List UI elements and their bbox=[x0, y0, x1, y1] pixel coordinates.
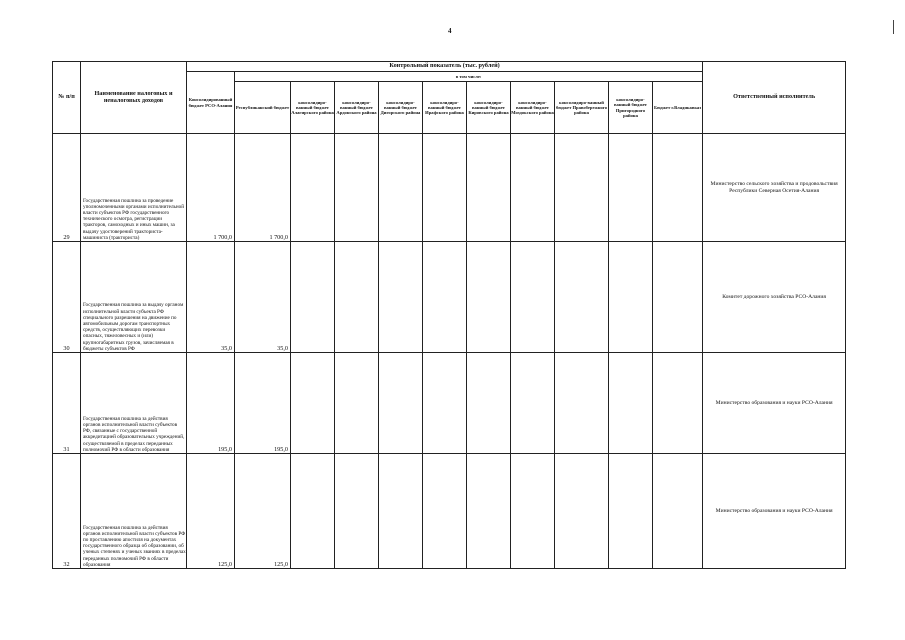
header-budget: Бюджет г.Владикавказ bbox=[653, 82, 703, 134]
empty-cell bbox=[609, 353, 653, 454]
header-control-title: Контрольный показатель (тыс. рублей) bbox=[187, 62, 703, 72]
responsible-executor: Министерство сельского хозяйства и продовольствия Республики Северная Осетия-Алания bbox=[703, 134, 846, 242]
responsible-executor: Комитет дорожного хозяйства РСО-Алания bbox=[703, 242, 846, 353]
empty-cell bbox=[555, 454, 609, 569]
empty-cell bbox=[379, 242, 423, 353]
empty-cell bbox=[609, 242, 653, 353]
empty-cell bbox=[467, 454, 511, 569]
republican-value: 125,0 bbox=[235, 454, 291, 569]
page-number: 4 bbox=[448, 27, 452, 35]
header-budget: консолидиро-ванный бюджет Кировского района bbox=[467, 82, 511, 134]
empty-cell bbox=[609, 454, 653, 569]
consolidated-value: 1 700,0 bbox=[187, 134, 235, 242]
header-budget: консолидиро-ванный бюджет Правобережного района bbox=[555, 82, 609, 134]
empty-cell bbox=[335, 134, 379, 242]
responsible-executor: Министерство образования и науки РСО-Алания bbox=[703, 454, 846, 569]
republican-value: 1 700,0 bbox=[235, 134, 291, 242]
table-row bbox=[53, 454, 846, 569]
empty-cell bbox=[423, 454, 467, 569]
empty-cell bbox=[467, 242, 511, 353]
empty-cell bbox=[379, 353, 423, 454]
header-budget: консолидиро-ванный бюджет Пригородного района bbox=[609, 82, 653, 134]
empty-cell bbox=[291, 134, 335, 242]
empty-cell bbox=[467, 353, 511, 454]
header-budget: консолидиро-ванный бюджет Моздокского района bbox=[511, 82, 555, 134]
empty-cell bbox=[555, 353, 609, 454]
empty-cell bbox=[511, 353, 555, 454]
header-budget: консолидиро-ванный бюджет Ирафского района bbox=[423, 82, 467, 134]
empty-cell bbox=[555, 134, 609, 242]
republican-value: 35,0 bbox=[235, 242, 291, 353]
header-name: Наименование налоговых и неналоговых доходов bbox=[81, 62, 187, 134]
revenue-name: Государственная пошлина за проведение уполномоченными органами исполнительной власти субъектов РФ государственного технического осмотра, регистрации тракторов, самоходных и иных машин, за выдачу удостоверений тракториста-машиниста (тракториста) bbox=[81, 134, 187, 242]
empty-cell bbox=[423, 242, 467, 353]
empty-cell bbox=[379, 134, 423, 242]
empty-cell bbox=[555, 242, 609, 353]
header-budget: консолидиро-ванный бюджет Дигорского района bbox=[379, 82, 423, 134]
header-num: № п/п bbox=[53, 62, 81, 134]
row-number: 30 bbox=[53, 242, 81, 353]
empty-cell bbox=[511, 134, 555, 242]
row-number: 31 bbox=[53, 353, 81, 454]
empty-cell bbox=[291, 454, 335, 569]
table-row bbox=[53, 242, 846, 353]
header-including: в том числе: bbox=[235, 72, 703, 82]
empty-cell bbox=[291, 242, 335, 353]
empty-cell bbox=[379, 454, 423, 569]
consolidated-value: 125,0 bbox=[187, 454, 235, 569]
revenue-name: Государственная пошлина за действия органов исполнительной власти субъектов РФ по проставлению апостиля на документах государственного образца об образовании, об ученых степенях и ученых званиях в пределах переданных полномочий РФ в области образования bbox=[81, 454, 187, 569]
responsible-executor: Министерство образования и науки РСО-Алания bbox=[703, 353, 846, 454]
row-number: 29 bbox=[53, 134, 81, 242]
empty-cell bbox=[291, 353, 335, 454]
revenue-control-table bbox=[52, 61, 846, 569]
empty-cell bbox=[335, 242, 379, 353]
table-row bbox=[53, 353, 846, 454]
header-budget: консолидиро-ванный бюджет Ардонского района bbox=[335, 82, 379, 134]
row-number: 32 bbox=[53, 454, 81, 569]
empty-cell bbox=[653, 454, 703, 569]
header-responsible: Ответственный исполнитель bbox=[703, 62, 846, 134]
empty-cell bbox=[511, 454, 555, 569]
empty-cell bbox=[335, 454, 379, 569]
empty-cell bbox=[467, 134, 511, 242]
republican-value: 195,0 bbox=[235, 353, 291, 454]
header-consolidated: Консолидированный бюджет РСО-Алания bbox=[187, 72, 235, 134]
empty-cell bbox=[653, 134, 703, 242]
empty-cell bbox=[511, 242, 555, 353]
empty-cell bbox=[653, 242, 703, 353]
empty-cell bbox=[423, 353, 467, 454]
scan-edge-mark bbox=[893, 20, 894, 34]
header-budget: Республиканский бюджет bbox=[235, 82, 291, 134]
empty-cell bbox=[423, 134, 467, 242]
revenue-name: Государственная пошлина за действия органов исполнительной власти субъектов РФ, связанные с государственной аккредитацией образовательных учреждений, осуществляемой в пределах переданных полномочий РФ в области образования bbox=[81, 353, 187, 454]
revenue-name: Государственная пошлина за выдачу органом исполнительной власти субъекта РФ специального разрешения на движение по автомобильным дорогам транспортных средств, осуществляющих перевозки опасных, тяжеловесных и (или) крупногабаритных грузов, зачисляемая в бюджеты субъектов РФ bbox=[81, 242, 187, 353]
empty-cell bbox=[609, 134, 653, 242]
consolidated-value: 35,0 bbox=[187, 242, 235, 353]
table-row bbox=[53, 134, 846, 242]
empty-cell bbox=[335, 353, 379, 454]
empty-cell bbox=[653, 353, 703, 454]
header-budget: консолидиро-ванный бюджет Алагирского района bbox=[291, 82, 335, 134]
consolidated-value: 195,0 bbox=[187, 353, 235, 454]
